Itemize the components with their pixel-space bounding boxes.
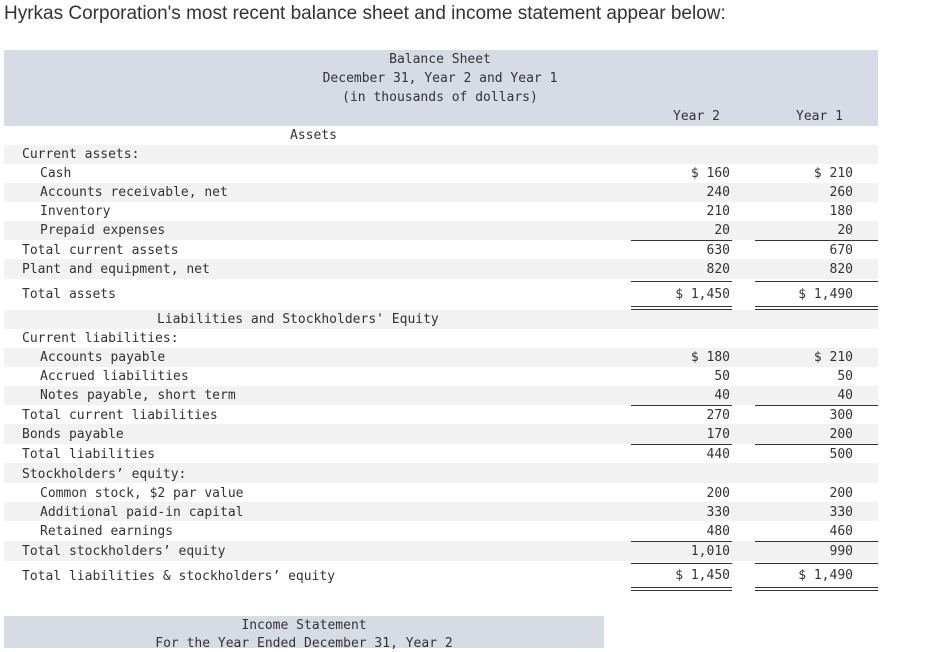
line-item-label: Inventory (40, 204, 111, 219)
subtotal-rule (631, 240, 732, 241)
value-year2: 20 (714, 223, 730, 238)
value-year1: 20 (837, 223, 853, 238)
subtotal-rule (631, 405, 732, 406)
double-rule (755, 309, 878, 310)
double-rule (755, 587, 878, 588)
subtotal-label: Total stockholders’ equity (22, 544, 226, 559)
column-header-year1: Year 1 (796, 109, 843, 124)
balance-sheet-units: (in thousands of dollars) (342, 90, 538, 105)
value-year2: 50 (714, 369, 730, 384)
intro-text: Hyrkas Corporation's most recent balance sheet and income statement appear below: (4, 3, 726, 24)
income-statement-title: Income Statement (241, 618, 367, 633)
value-year1: 330 (829, 505, 853, 520)
value-year2: $ 160 (690, 166, 730, 181)
assets-heading: Assets (290, 128, 337, 143)
double-rule (631, 306, 732, 307)
value-year2: 480 (706, 524, 730, 539)
value-year2: 630 (706, 243, 730, 258)
value-year2: 200 (706, 486, 730, 501)
value-year1: $ 1,490 (798, 287, 853, 302)
current-liabilities-label: Current liabilities: (22, 331, 179, 346)
line-item-label: Accounts payable (40, 350, 166, 365)
line-item-label: Plant and equipment, net (22, 262, 210, 277)
value-year1: 990 (829, 544, 853, 559)
total-label: Total assets (22, 287, 116, 302)
value-year1: 260 (829, 185, 853, 200)
current-assets-label: Current assets: (22, 147, 140, 162)
row-stripe (4, 310, 878, 329)
subtotal-rule (631, 541, 732, 542)
value-year1: $ 210 (813, 350, 853, 365)
subtotal-rule (755, 563, 878, 564)
line-item-label: Retained earnings (40, 524, 174, 539)
value-year2: 330 (706, 505, 730, 520)
line-item-label: Notes payable, short term (40, 388, 236, 403)
value-year2: $ 1,450 (675, 287, 730, 302)
subtotal-rule (755, 541, 878, 542)
value-year2: 440 (706, 447, 730, 462)
value-year2: $ 1,450 (675, 568, 730, 583)
subtotal-rule (631, 563, 732, 564)
value-year1: 200 (829, 427, 853, 442)
value-year2: 270 (706, 408, 730, 423)
subtotal-label: Total liabilities (22, 447, 156, 462)
subtotal-rule (755, 281, 878, 282)
line-item-label: Bonds payable (22, 427, 124, 442)
line-item-label: Common stock, $2 par value (40, 486, 244, 501)
value-year1: 200 (829, 486, 853, 501)
value-year1: 180 (829, 204, 853, 219)
column-header-year2: Year 2 (673, 109, 720, 124)
double-rule (631, 309, 732, 310)
value-year1: 300 (829, 408, 853, 423)
subtotal-label: Total current liabilities (22, 408, 218, 423)
total-label: Total liabilities & stockholders’ equity (22, 569, 336, 584)
value-year1: 820 (829, 262, 853, 277)
subtotal-rule (631, 281, 732, 282)
line-item-label: Accounts receivable, net (40, 185, 228, 200)
balance-sheet-title: Balance Sheet (389, 52, 491, 67)
value-year2: 240 (706, 185, 730, 200)
value-year2: $ 180 (690, 350, 730, 365)
income-statement-subtitle: For the Year Ended December 31, Year 2 (155, 636, 453, 651)
line-item-label: Prepaid expenses (40, 223, 166, 238)
subtotal-rule (755, 444, 878, 445)
value-year1: 500 (829, 447, 853, 462)
double-rule (755, 590, 878, 591)
balance-sheet-subtitle: December 31, Year 2 and Year 1 (322, 71, 558, 86)
stockholders-equity-label: Stockholders’ equity: (22, 467, 187, 482)
value-year1: $ 1,490 (798, 568, 853, 583)
value-year2: 170 (706, 427, 730, 442)
liabilities-heading: Liabilities and Stockholders' Equity (157, 312, 439, 327)
double-rule (755, 306, 878, 307)
double-rule (631, 590, 732, 591)
value-year1: $ 210 (813, 166, 853, 181)
line-item-label: Cash (40, 166, 72, 181)
value-year2: 210 (706, 204, 730, 219)
subtotal-rule (755, 240, 878, 241)
subtotal-rule (631, 444, 732, 445)
value-year1: 40 (837, 388, 853, 403)
value-year2: 820 (706, 262, 730, 277)
line-item-label: Additional paid-in capital (40, 505, 244, 520)
value-year2: 1,010 (690, 544, 730, 559)
value-year1: 460 (829, 524, 853, 539)
value-year1: 50 (837, 369, 853, 384)
line-item-label: Accrued liabilities (40, 369, 189, 384)
subtotal-label: Total current assets (22, 243, 179, 258)
value-year2: 40 (714, 388, 730, 403)
double-rule (631, 587, 732, 588)
value-year1: 670 (829, 243, 853, 258)
subtotal-rule (755, 405, 878, 406)
